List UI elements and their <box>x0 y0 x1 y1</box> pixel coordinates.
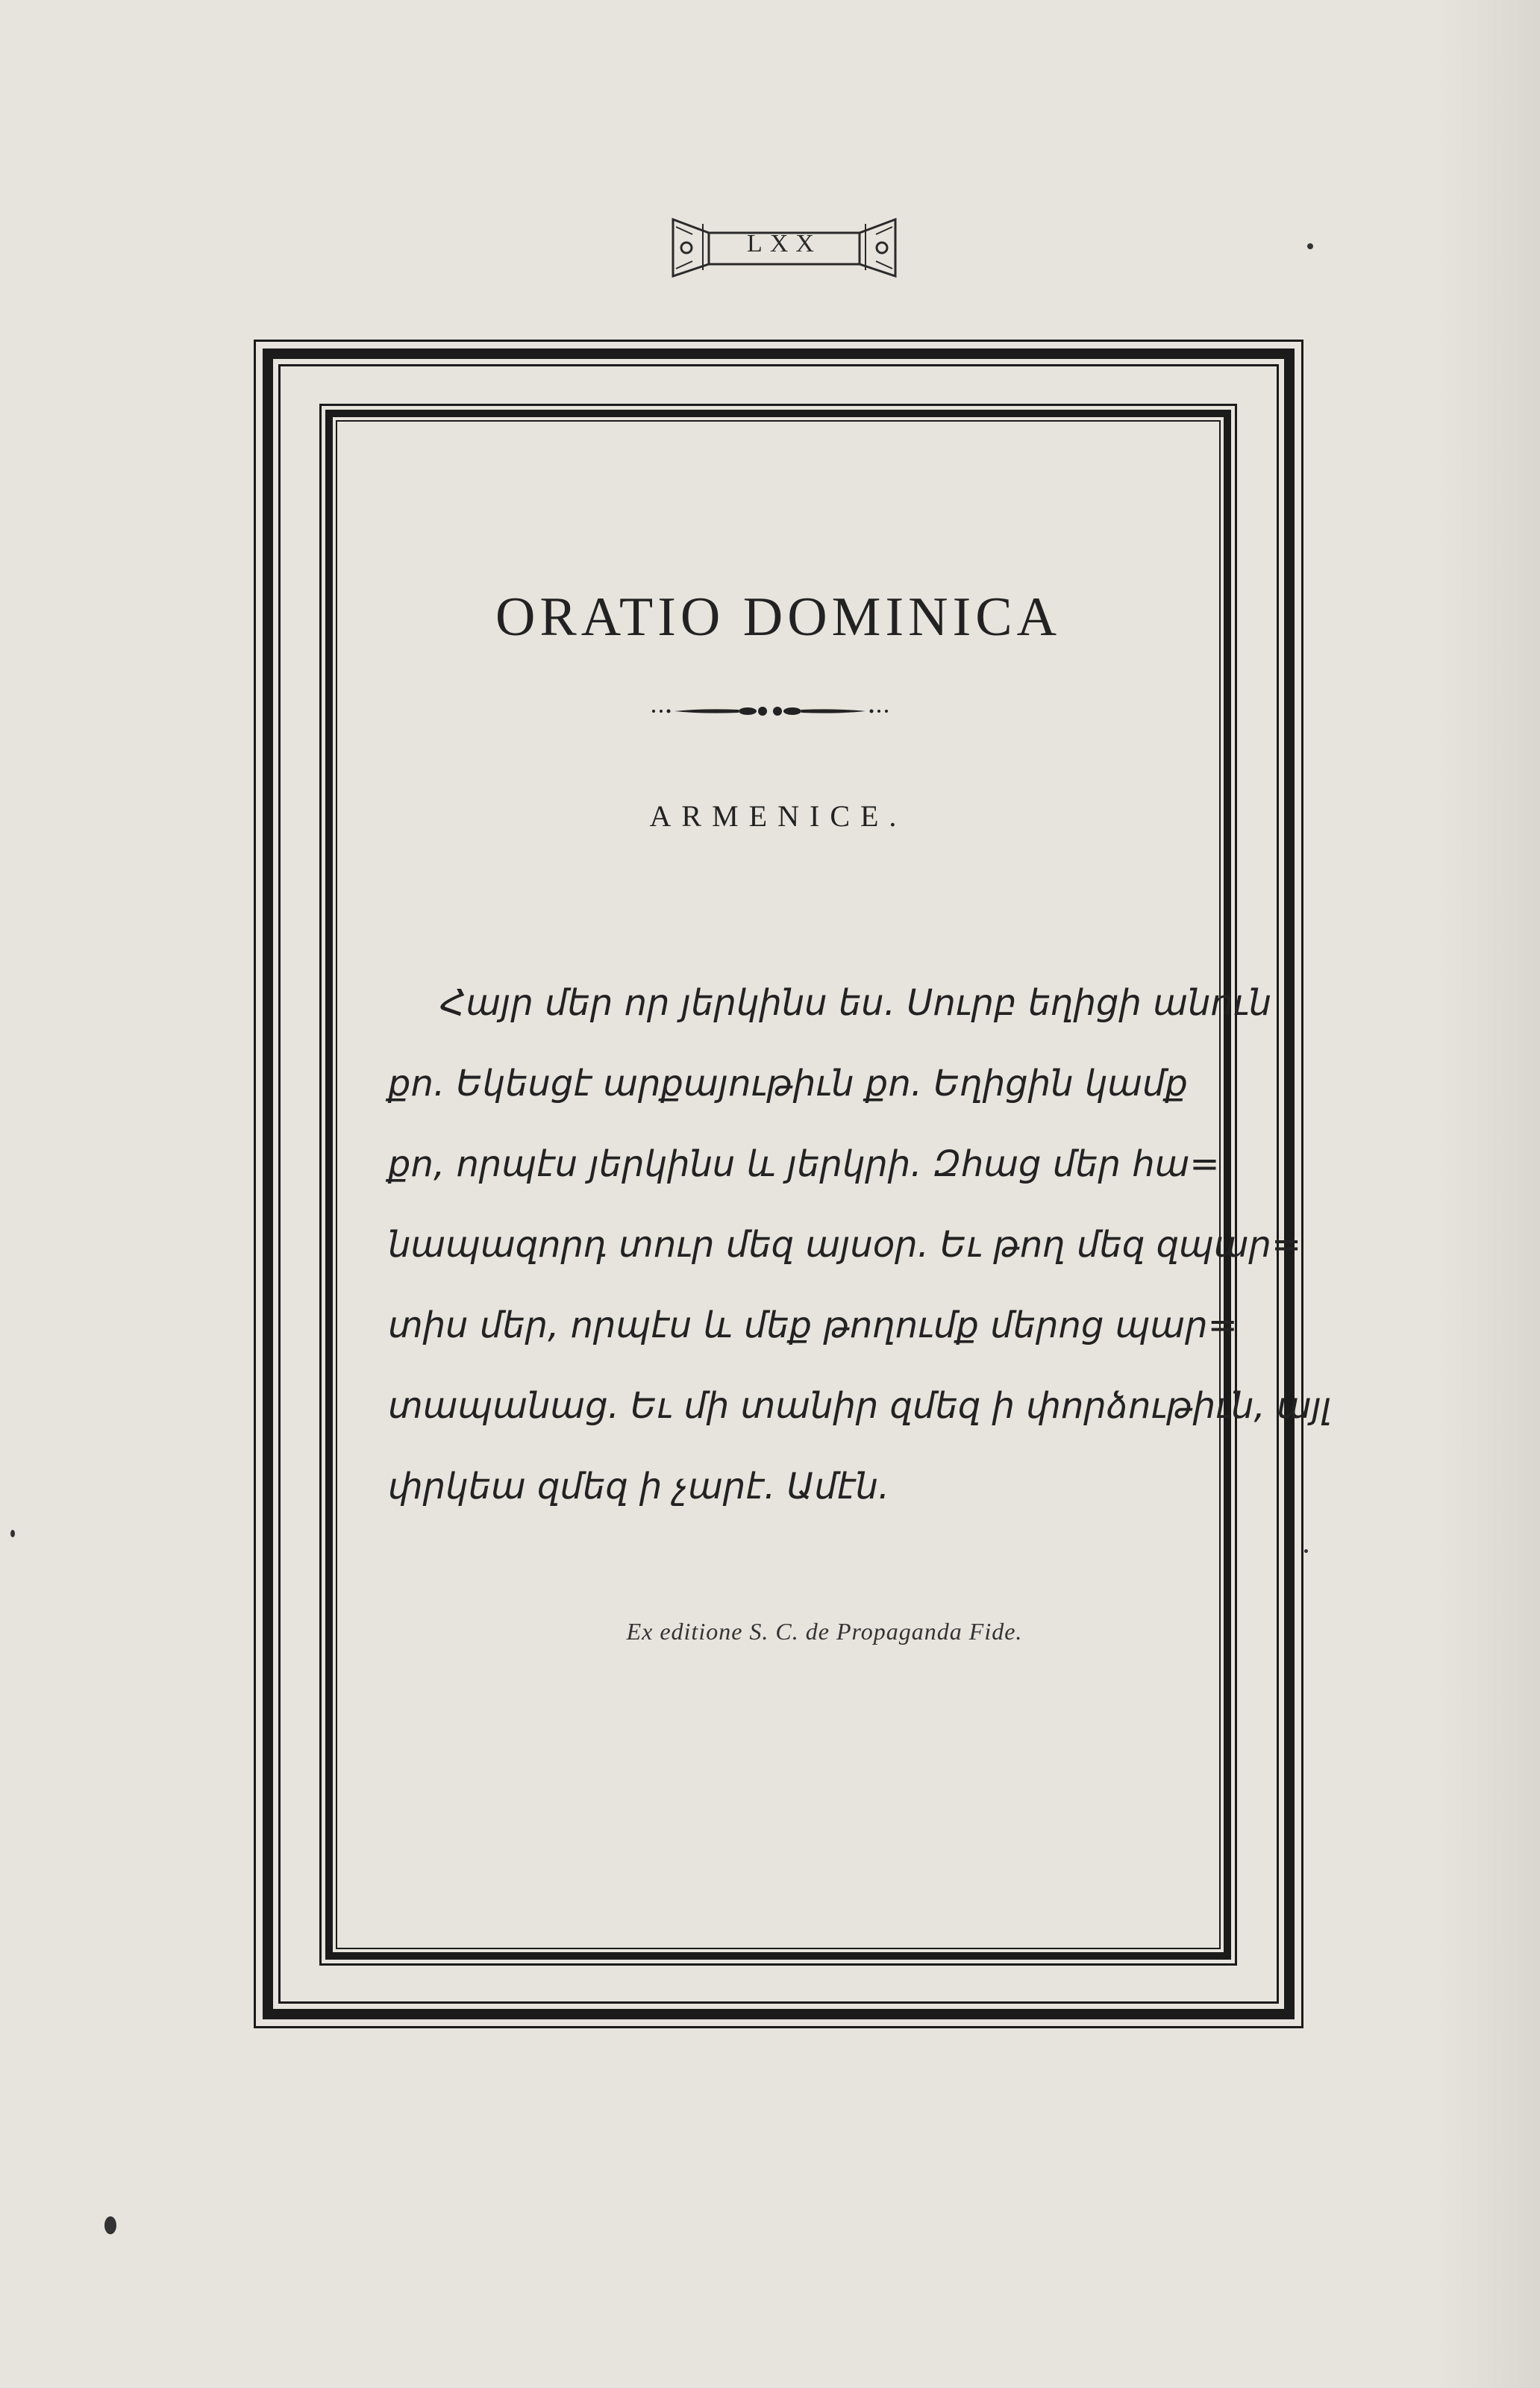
prayer-line: քո, որպէս յերկինս և յերկրի. Զհաց մեր հա= <box>388 1143 1220 1185</box>
paper-speck <box>1307 243 1313 249</box>
page-number: LXX <box>747 230 821 257</box>
page-title: ORATIO DOMINICA <box>495 587 1062 648</box>
prayer-line: նապազորդ տուր մեզ այսօր. Եւ թող մեզ զպար= <box>388 1224 1302 1266</box>
language-heading: ARMENICE. <box>649 799 907 833</box>
prayer-line: տապանաց. Եւ մի տանիր զմեզ ի փորձութիւն, այլ <box>388 1385 1332 1427</box>
divider-ornament <box>651 700 889 722</box>
page-edge-shadow <box>1436 0 1540 2388</box>
paper-speck <box>10 1530 15 1537</box>
prayer-line: տիս մեր, որպէս և մեք թողումք մերոց պար= <box>388 1304 1238 1346</box>
source-note: Ex editione S. C. de Propaganda Fide. <box>626 1618 1023 1645</box>
paper-speck <box>104 2216 116 2234</box>
prayer-line: փրկեա զմեզ ի չարէ. Ամէն. <box>388 1466 890 1507</box>
prayer-line: քո. Եկեսցէ արքայութիւն քո. Եղիցին կամք <box>388 1063 1188 1104</box>
folio-cartouche <box>670 216 898 279</box>
prayer-line: Հայր մեր որ յերկինս ես. Սուրբ եղիցի անուն <box>440 982 1272 1024</box>
paper-speck <box>1304 1549 1308 1553</box>
